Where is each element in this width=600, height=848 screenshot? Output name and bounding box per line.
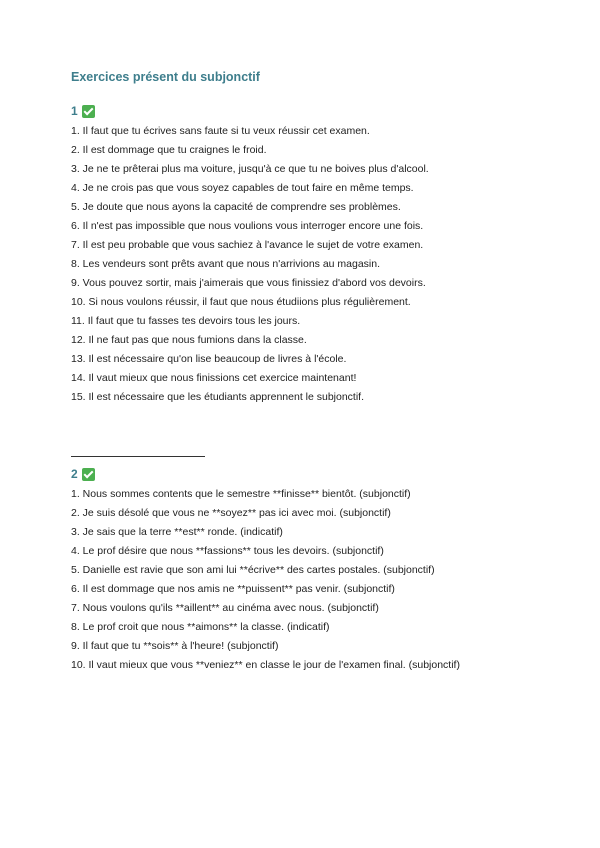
list-item: 5. Danielle est ravie que son ami lui **écrive** des cartes postales. (subjonctif)	[71, 564, 435, 576]
page-title: Exercices présent du subjonctif	[71, 70, 260, 84]
list-item: 9. Il faut que tu **sois** à l'heure! (subjonctif)	[71, 640, 279, 652]
list-item: 1. Il faut que tu écrives sans faute si tu veux réussir cet examen.	[71, 125, 370, 137]
check-mark-icon	[82, 468, 95, 481]
list-item: 6. Il est dommage que nos amis ne **puissent** pas venir. (subjonctif)	[71, 583, 395, 595]
section-1-list	[71, 122, 429, 407]
list-item: 11. Il faut que tu fasses tes devoirs tous les jours.	[71, 315, 301, 327]
list-item: 2. Je suis désolé que vous ne **soyez** pas ici avec moi. (subjonctif)	[71, 507, 391, 519]
list-item: 10. Il vaut mieux que vous **veniez** en classe le jour de l'examen final. (subjonctif)	[71, 659, 460, 671]
check-mark-icon	[82, 105, 95, 118]
section-1-heading	[71, 104, 95, 118]
list-item: 6. Il n'est pas impossible que nous voulions vous interroger encore une fois.	[71, 220, 424, 232]
list-item: 7. Nous voulons qu'ils **aillent** au cinéma avec nous. (subjonctif)	[71, 602, 379, 614]
horizontal-divider	[71, 456, 205, 457]
section-2-heading	[71, 467, 95, 481]
list-item: 8. Le prof croit que nous **aimons** la classe. (indicatif)	[71, 621, 330, 633]
list-item: 15. Il est nécessaire que les étudiants apprennent le subjonctif.	[71, 391, 365, 403]
list-item: 14. Il vaut mieux que nous finissions cet exercice maintenant!	[71, 372, 357, 384]
list-item: 12. Il ne faut pas que nous fumions dans la classe.	[71, 334, 307, 346]
list-item: 7. Il est peu probable que vous sachiez à l'avance le sujet de votre examen.	[71, 239, 424, 251]
list-item: 4. Je ne crois pas que vous soyez capables de tout faire en même temps.	[71, 182, 414, 194]
list-item: 3. Je ne te prêterai plus ma voiture, jusqu'à ce que tu ne boives plus d'alcool.	[71, 163, 429, 175]
list-item: 10. Si nous voulons réussir, il faut que nous étudiions plus régulièrement.	[71, 296, 411, 308]
section-1-number: 1	[71, 104, 78, 118]
list-item: 9. Vous pouvez sortir, mais j'aimerais que vous finissiez d'abord vos devoirs.	[71, 277, 426, 289]
section-2-list	[71, 485, 460, 675]
section-2-number: 2	[71, 467, 78, 481]
list-item: 3. Je sais que la terre **est** ronde. (indicatif)	[71, 526, 283, 538]
list-item: 1. Nous sommes contents que le semestre **finisse** bientôt. (subjonctif)	[71, 488, 411, 500]
list-item: 2. Il est dommage que tu craignes le froid.	[71, 144, 267, 156]
list-item: 8. Les vendeurs sont prêts avant que nous n'arrivions au magasin.	[71, 258, 381, 270]
list-item: 4. Le prof désire que nous **fassions** tous les devoirs. (subjonctif)	[71, 545, 384, 557]
list-item: 13. Il est nécessaire qu'on lise beaucoup de livres à l'école.	[71, 353, 347, 365]
list-item: 5. Je doute que nous ayons la capacité de comprendre ses problèmes.	[71, 201, 401, 213]
